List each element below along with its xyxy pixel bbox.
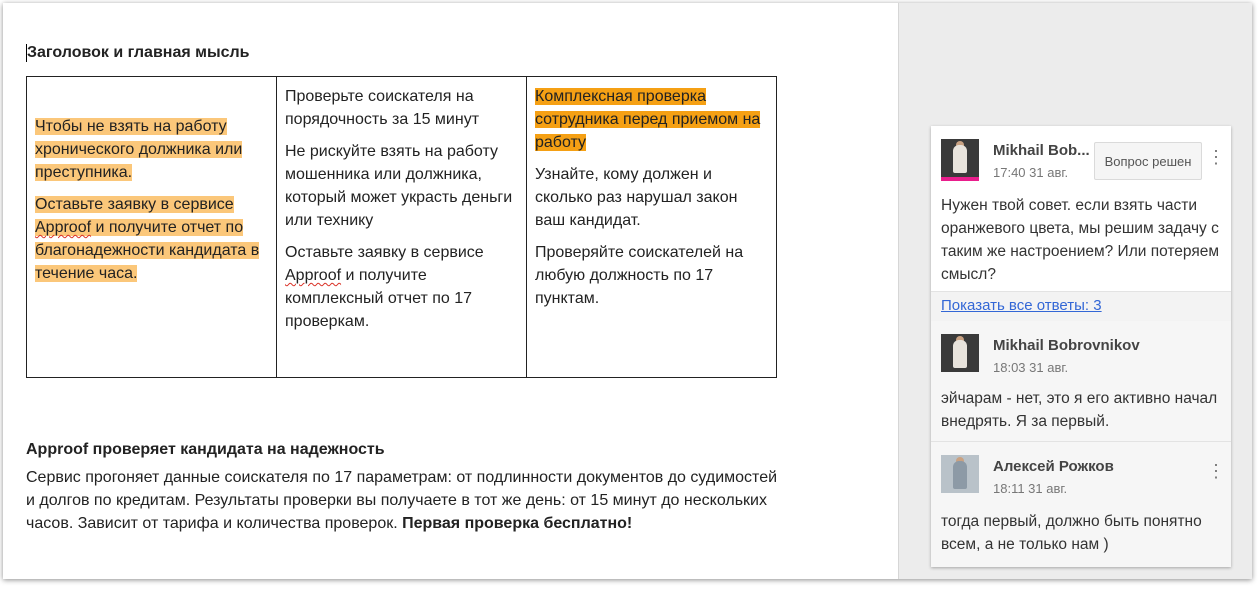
avatar-figure: [953, 461, 967, 489]
table-cell-3[interactable]: [527, 77, 777, 378]
window-frame: [3, 3, 1252, 579]
cell1-paragraph-1: [35, 115, 268, 184]
reply-time: 18:03 31 авг.: [993, 360, 1069, 375]
text-fragment: Оставьте заявку в сервисе: [285, 244, 484, 261]
reply-author: Mikhail Bobrovnikov: [993, 337, 1140, 354]
more-options-icon[interactable]: ⋮: [1207, 147, 1225, 167]
reply-time: 18:11 31 авг.: [993, 481, 1068, 496]
cell1-paragraph-2: [35, 193, 268, 285]
avatar-figure: [953, 145, 967, 173]
options-table: [26, 76, 777, 378]
section-2: [26, 441, 786, 535]
comment-author: Mikhail Bob...: [993, 142, 1090, 159]
reply-author: Алексей Рожков: [993, 458, 1114, 475]
cell2-paragraph-1: Проверьте соискателя на порядочность за 15 минут: [285, 88, 480, 128]
table-cell-1[interactable]: [27, 77, 277, 378]
reply-1[interactable]: [931, 321, 1231, 441]
bold-callout: Первая проверка бесплатно!: [402, 515, 633, 532]
avatar-accent-bar: [941, 177, 979, 181]
comments-sidebar: [898, 3, 1252, 579]
document-heading[interactable]: Заголовок и главная мысль: [27, 44, 250, 61]
cell3-paragraph-1: [535, 85, 768, 154]
avatar: [941, 455, 979, 493]
text-fragment: и получите отчет по благонадежности кандидата в течение часа.: [35, 219, 260, 282]
text-fragment: Оставьте заявку в сервисе: [35, 196, 234, 213]
reply-2[interactable]: [931, 442, 1231, 567]
section-2-title[interactable]: Approof проверяет кандидата на надежность: [26, 441, 385, 458]
text-fragment: и получите комплексный отчет по 17 проверкам.: [285, 267, 473, 330]
show-all-replies-link[interactable]: Показать все ответы: 3: [941, 297, 1102, 314]
highlighted-text: [35, 196, 259, 282]
cell2-paragraph-2: Не рискуйте взять на работу мошенника или должника, который может украсть деньги или технику: [285, 143, 513, 229]
cell3-paragraph-2: Узнайте, кому должен и сколько раз нарушал закон ваш кандидат.: [535, 166, 738, 229]
highlighted-text: Комплексная проверка сотрудника перед приемом на работу: [535, 88, 761, 151]
reply-text: эйчарам - нет, это я его активно начал внедрять. Я за первый.: [941, 390, 1218, 430]
comment-text: Нужен твой совет. если взять части оранжевого цвета, мы решим задачу с таким же настроением? Или потеряем смысл?: [941, 197, 1220, 283]
section-2-body[interactable]: [26, 466, 786, 535]
highlighted-text: Чтобы не взять на работу хронического должника или преступника.: [35, 118, 243, 181]
spellcheck-word: Approof: [35, 219, 92, 236]
spellcheck-word: Approof: [285, 267, 342, 284]
show-all-replies: [931, 291, 1231, 322]
table-cell-2[interactable]: [277, 77, 527, 378]
more-options-icon[interactable]: ⋮: [1207, 461, 1225, 481]
avatar: [941, 139, 979, 177]
comment-time: 17:40 31 авг.: [993, 165, 1069, 180]
avatar-figure: [953, 340, 967, 368]
comment-thread[interactable]: [931, 126, 1231, 567]
text-fragment: Сервис прогоняет данные соискателя по 17 параметрам: от подлинности документов до судимостей и долгов по кредитам. Результаты проверки вы получаете в тот же день: от 15 минут до нескольких часов. Зависит от тарифа и количества проверок.: [26, 469, 778, 532]
avatar: [941, 334, 979, 372]
resolve-button[interactable]: Вопрос решен: [1094, 142, 1202, 180]
document-canvas: [3, 3, 898, 579]
reply-text: тогда первый, должно быть понятно всем, а не только нам ): [941, 513, 1202, 553]
cell2-paragraph-3: [285, 241, 518, 333]
cell3-paragraph-3: Проверяйте соискателей на любую должность по 17 пунктам.: [535, 244, 744, 307]
